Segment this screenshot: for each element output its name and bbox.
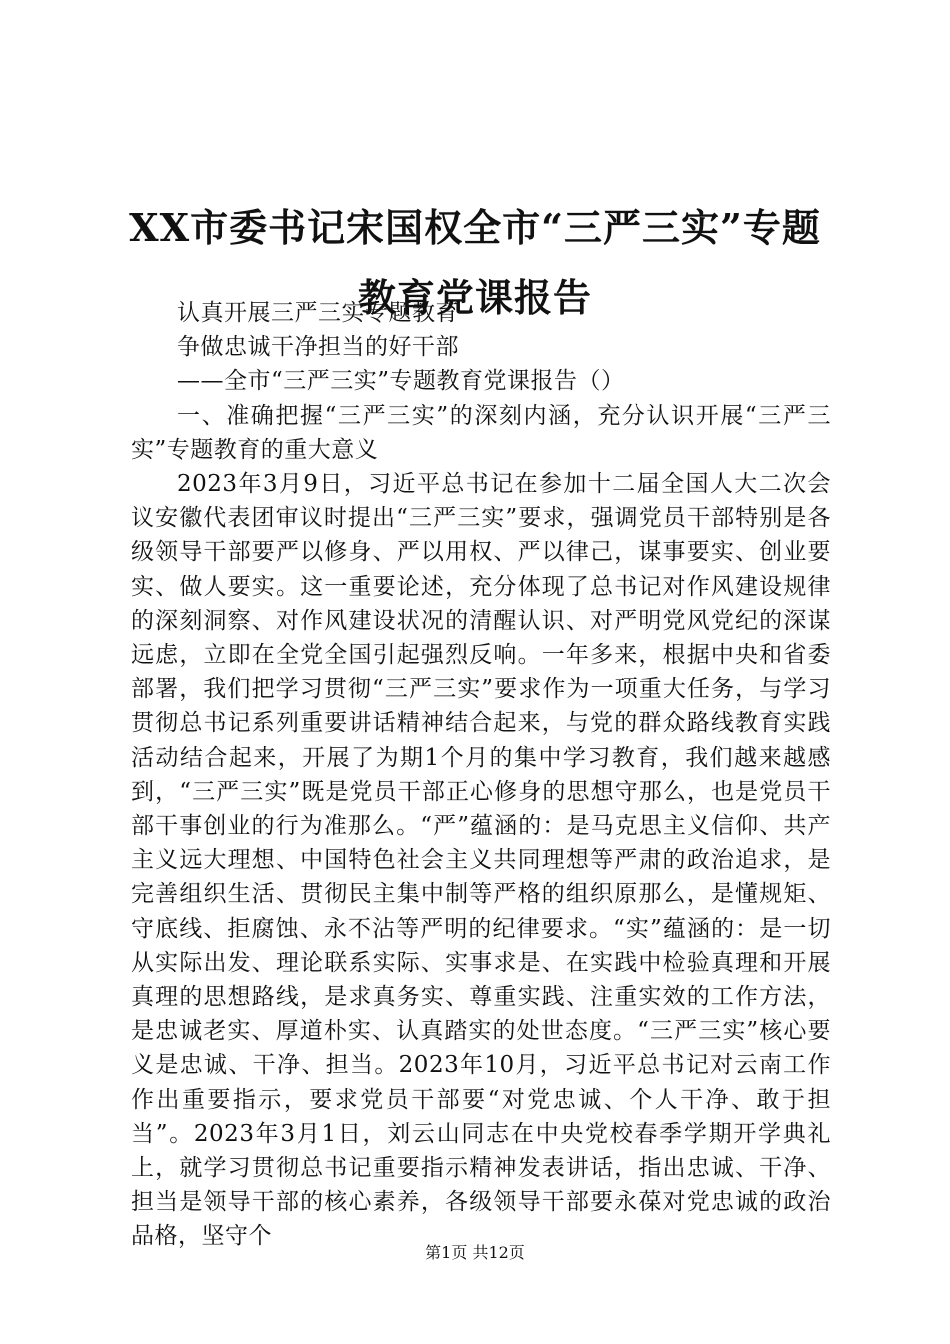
page-footer xyxy=(0,1243,950,1263)
document-body xyxy=(131,296,831,1254)
subtitle-line-1: 认真开展三严三实专题教育 xyxy=(177,300,459,326)
section-heading: 一、准确把握“三严三实”的深刻内涵，充分认识开展“三严三实”专题教育的重大意义 xyxy=(131,402,831,463)
subtitle-line-2: 争做忠诚干净担当的好干部 xyxy=(177,334,459,361)
document-title: XX市委书记宋国权全市“三严三实”专题教育党课报告 xyxy=(129,205,821,321)
page-number: 第1页 共12页 xyxy=(425,1243,525,1262)
body-paragraph: 2023年3月9日，习近平总书记在参加十二届全国人大二次会议安徽代表团审议时提出“三严三实”要求，强调党员干部特别是各级领导干部要严以修身、严以用权、严以律己，谋事要实、创业要实、做人要实。这一重要论述，充分体现了总书记对作风建设规律的深刻洞察、对作风建设状况的清醒认识、对严明党风党纪的深谋远虑，立即在全党全国引起强烈反响。一年多来，根据中央和省委部署，我们把学习贯彻“三严三实”要求作为一项重大任务，与学习贯彻总书记系列重要讲话精神结合起来，与党的群众路线教育实践活动结合起来，开展了为期1个月的集中学习教育，我们越来越感到，“三严三实”既是党员干部正心修身的思想守那么，也是党员干部干事创业的行为准那么。“严”蕴涵的：是马克思主义信仰、共产主义远大理想、中国特色社会主义共同理想等严肃的政治追求，是完善组织生活、贯彻民主集中制等严格的组织原那么，是懂规矩、守底线、拒腐蚀、永不沾等严明的纪律要求。“实”蕴涵的：是一切从实际出发、理论联系实际、实事求是、在实践中检验真理和开展真理的思想路线，是求真务实、尊重实践、注重实效的工作方法，是忠诚老实、厚道朴实、认真踏实的处世态度。“三严三实”核心要义是忠诚、干净、担当。2023年10月，习近平总书记对云南工作作出重要指示，要求党员干部要“对党忠诚、个人干净、敢于担当”。2023年3月1日，刘云山同志在中央党校春季学期开学典礼上，就学习贯彻总书记重要指示精神发表讲话，指出忠诚、干净、担当是领导干部的核心素养，各级领导干部要永葆对党忠诚的政治品格，坚守个 xyxy=(131,471,831,1250)
subtitle-line-3: ——全市“三严三实”专题教育党课报告（） xyxy=(177,368,625,395)
